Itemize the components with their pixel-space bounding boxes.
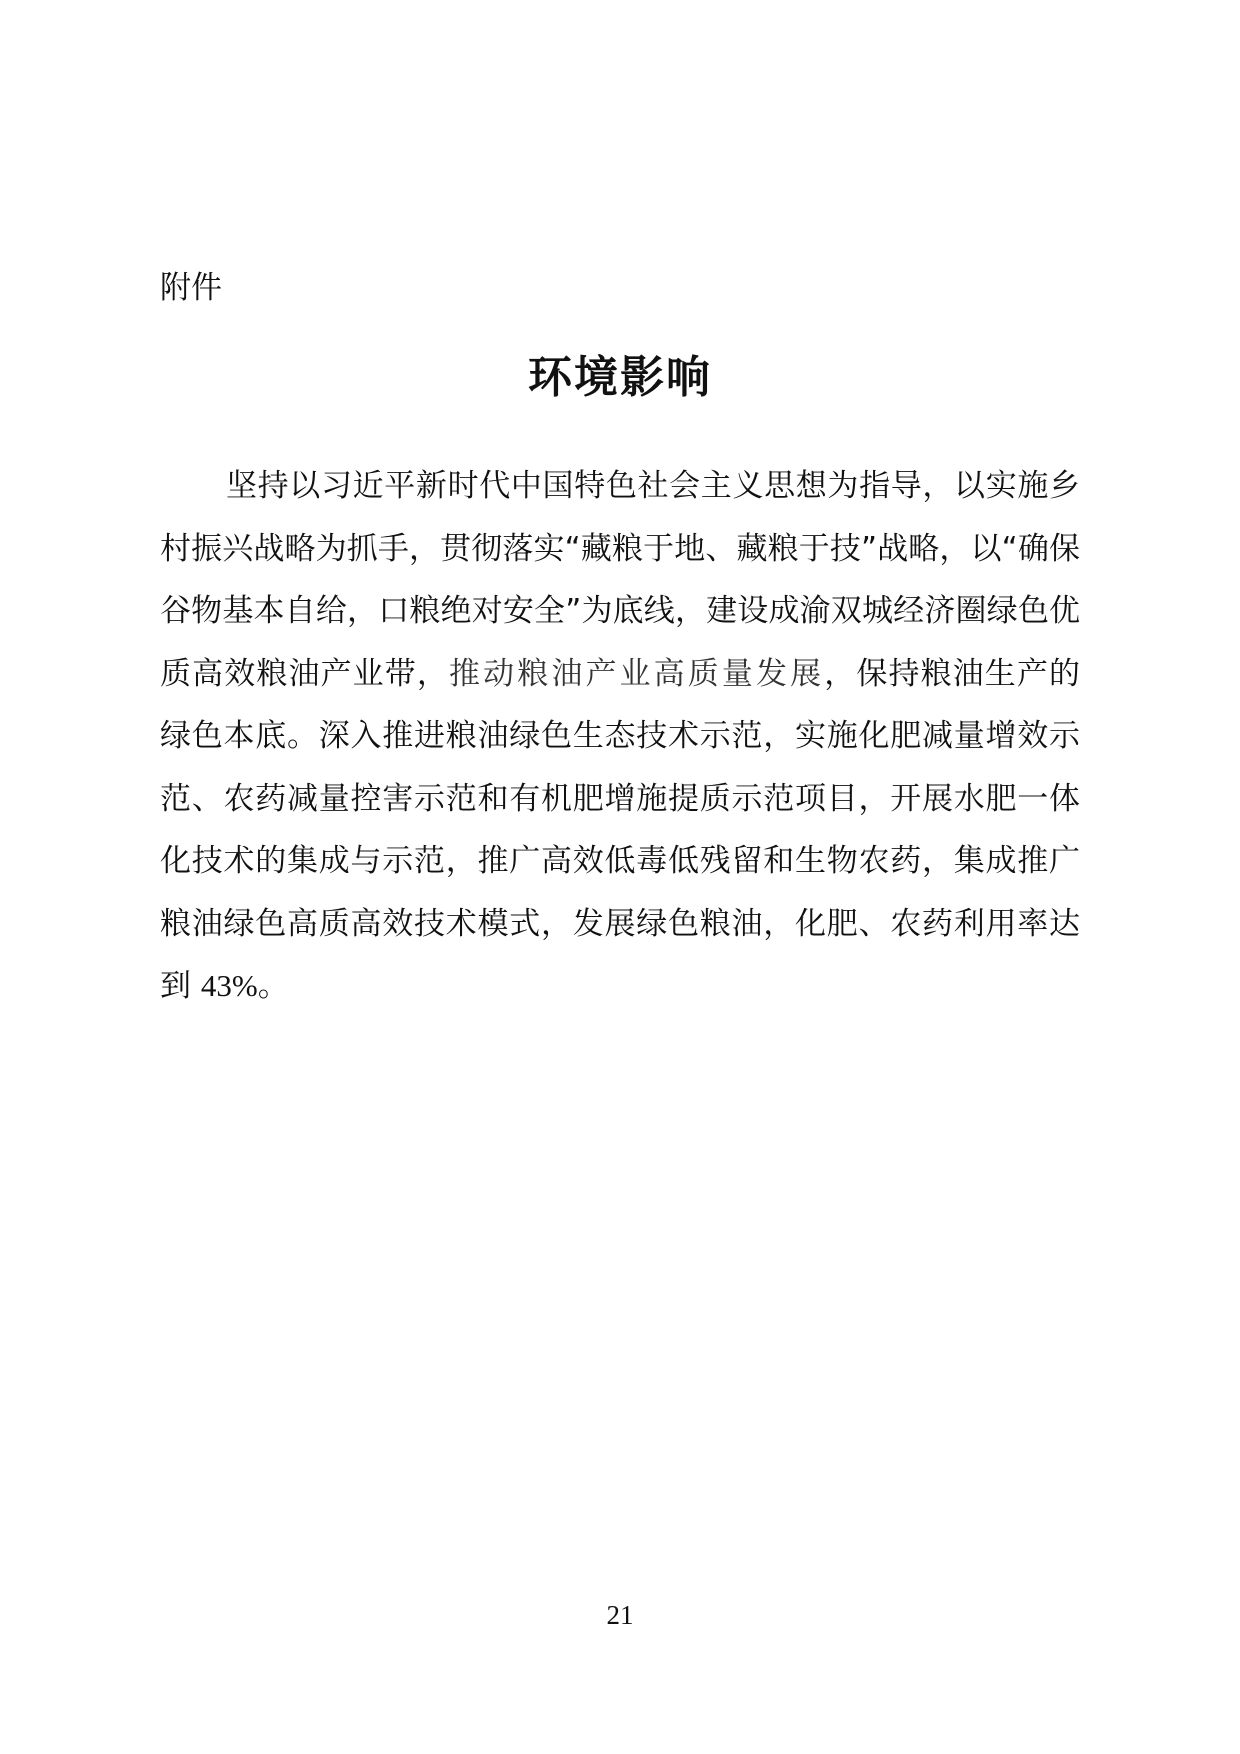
paragraph-part-1: 坚持以习近平新时代中国特色社会主义思想为指导，以实施乡村振兴战略为抓手，贯彻落实“藏粮于地、藏粮于技”战略，以“确保谷物基本自给，口粮绝对安全”为底线，建设成渝双城经济圈绿色优质高效粮油产业带， <box>160 468 1080 692</box>
attachment-label: 附件 <box>160 270 222 306</box>
page-number: 21 <box>606 1600 634 1630</box>
paragraph-end: 。 <box>257 968 289 1004</box>
page-title: 环境影响 <box>528 352 712 404</box>
body-paragraph <box>160 455 1080 1018</box>
utilization-rate: 43% <box>200 968 258 1003</box>
paragraph-part-3: ，保持粮油生产的绿色本底。深入推进粮油绿色生态技术示范，实施化肥减量增效示范、农药减量控害示范和有机肥增施提质示范项目，开展水肥一体化技术的集成与示范，推广高效低毒低残留和生物农药，集成推广粮油绿色高质高效技术模式，发展绿色粮油，化肥、农药利用率达到 <box>160 655 1081 1004</box>
paragraph-highlight-phrase: 推动粮油产业高质量发展 <box>449 655 825 692</box>
